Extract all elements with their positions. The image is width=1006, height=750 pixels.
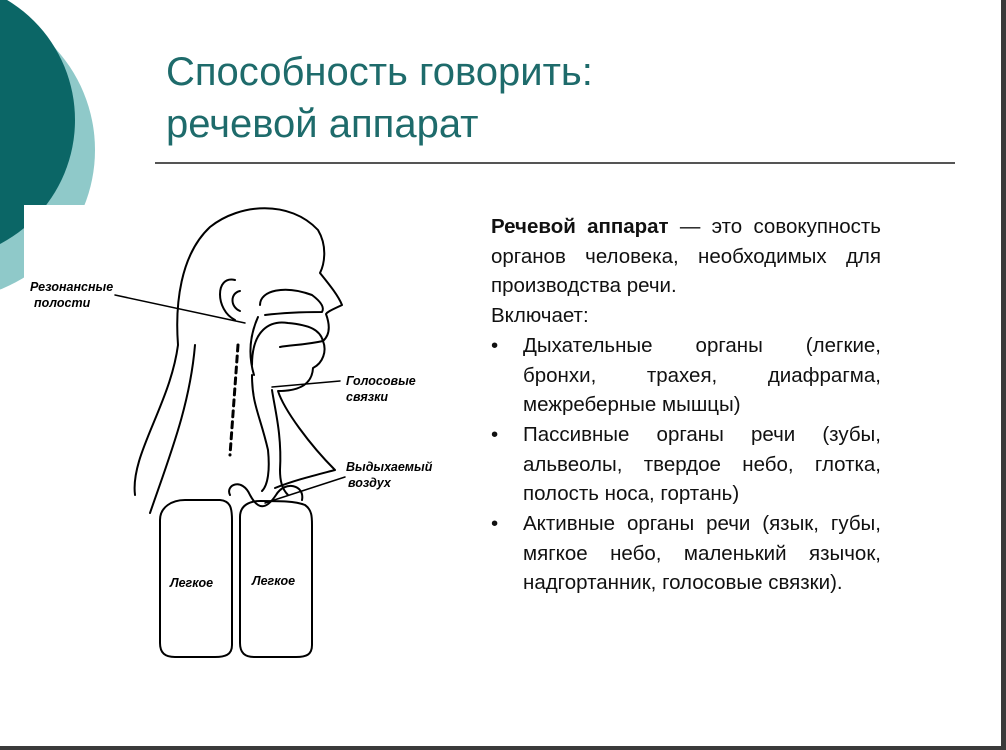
air-pointer	[265, 477, 345, 503]
label-air-1: Выдыхаемый	[346, 460, 433, 474]
list-item	[491, 509, 881, 598]
nasal-cavity	[260, 290, 323, 315]
list-item-text: Активные органы речи (язык, губы, мягкое небо, маленький язычок, надгортанник, голосовые связки).	[523, 512, 881, 595]
resonance-pointer	[115, 295, 245, 323]
label-lung-right: Легкое	[252, 574, 296, 588]
label-lung-left: Легкое	[170, 576, 214, 590]
definition	[491, 212, 881, 301]
label-resonance-2: полости	[34, 296, 91, 310]
list-item-text: Пассивные органы речи (зубы, альвеолы, твердое небо, глотка, полость носа, гортань)	[523, 422, 881, 506]
list-item	[491, 331, 881, 420]
list-item	[491, 420, 881, 509]
title-line-2: речевой аппарат	[166, 102, 479, 146]
content-text	[491, 212, 881, 598]
title-line-1: Способность говорить:	[166, 50, 593, 94]
vocal-pointer	[272, 381, 340, 387]
oral-cavity	[252, 322, 323, 365]
bullet-icon: •	[491, 512, 499, 536]
list-item-text: Дыхательные органы (легкие, бронхи, трахея, диафрагма, межреберные мышцы)	[523, 333, 881, 417]
label-air-2: воздух	[348, 476, 391, 490]
bullet-icon: •	[491, 333, 499, 357]
label-vocal-1: Голосовые	[346, 374, 416, 388]
definition-body: — это совокупность органов человека, необходимых для производства речи.	[491, 215, 881, 298]
label-vocal-2: связки	[346, 390, 389, 404]
speech-apparatus-diagram	[20, 195, 460, 665]
definition-term: Речевой аппарат	[491, 215, 669, 238]
pharynx	[252, 375, 269, 491]
spine	[230, 345, 238, 455]
bullet-icon: •	[491, 422, 499, 446]
organs-list	[491, 331, 881, 598]
title-divider	[155, 162, 955, 164]
slide-title	[166, 46, 593, 150]
includes-label: Включает:	[491, 304, 589, 328]
label-resonance-1: Резонансные	[30, 280, 114, 294]
